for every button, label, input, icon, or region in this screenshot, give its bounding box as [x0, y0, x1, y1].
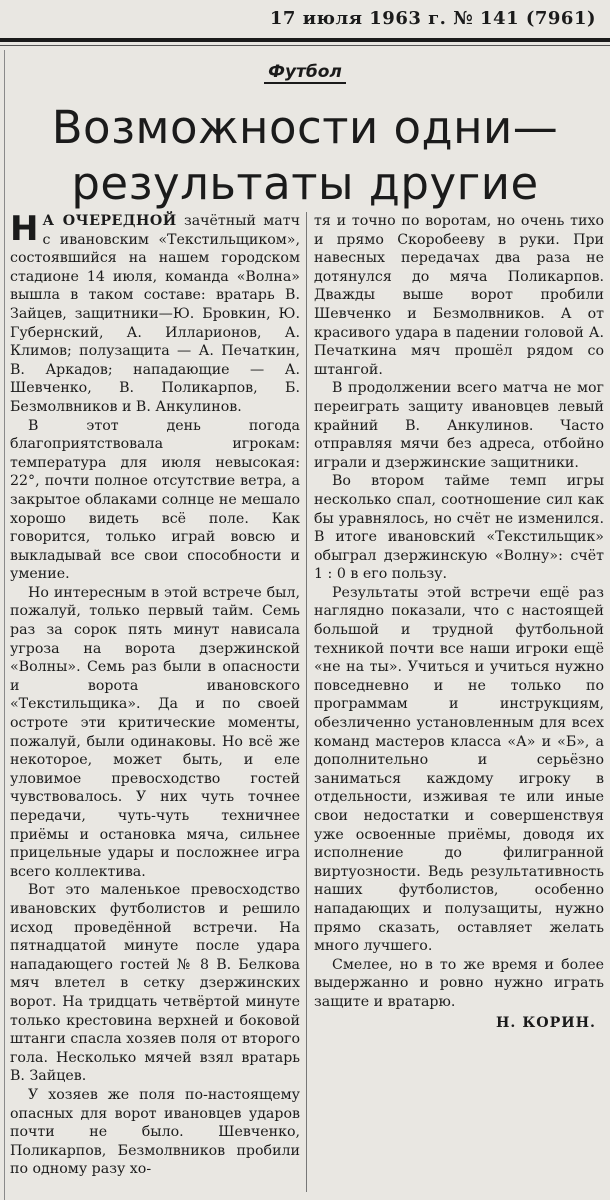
- header-rule-thin: [0, 45, 610, 46]
- author-signature: Н. КОРИН.: [496, 1014, 596, 1031]
- lead-paragraph: [10, 209, 300, 417]
- article-headline: [0, 100, 610, 212]
- rubric: [0, 62, 610, 82]
- paragraph: Во втором тайме темп игры несколько спал, соотношение сил как бы уравнялось, но счёт не изменился. В итоге ивановский «Текстильщик» обыграл дзержинскую «Волну»: счёт 1 : 0 в его пользу.: [314, 473, 604, 583]
- lead-word: А ОЧЕРЕДНОЙ: [42, 213, 177, 229]
- column-divider: [306, 212, 307, 1192]
- paragraph-continuation: тя и точно по воротам, но очень тихо и прямо Скоробееву в руки. При навесных передачах два раза не дотянулся до мяча Поликарпов. Дважды выше ворот пробили Шевченко и Безмолвников. А от красивого удара в падении головой А. Печаткина мяч прошёл рядом со штангой.: [314, 213, 604, 378]
- left-edge-rule: [4, 50, 5, 1200]
- article-column-right: [314, 212, 604, 1032]
- issue-dateline: 17 июля 1963 г. № 141 (7961): [269, 8, 596, 29]
- headline-line-2: результаты другие: [71, 157, 539, 210]
- rubric-label: Футбол: [264, 62, 346, 84]
- drop-cap: Н: [10, 209, 39, 249]
- lead-text: зачётный матч с ивановским «Текстильщиком», состоявшийся на нашем городском стадионе 14 июля, команда «Волна» вышла в таком составе: вратарь В. Зайцев, защитники—Ю. Бровкин, Ю. Губернский, А. Илларионов, А. Климов; полузащита — А. Печаткин, В. Аркадов; нападающие — А. Шевченко, В. Поликарпов, Б. Безмолвников и В. Анкулинов.: [10, 213, 300, 415]
- paragraph: В продолжении всего матча не мог переиграть защиту ивановцев левый крайний В. Анкулинов. Часто отправляя мячи без адреса, отбойно играли и дзержинские защитники.: [314, 380, 604, 471]
- paragraph: Вот это маленькое превосходство ивановских футболистов и решило исход проведённой встречи. На пятнадцатой минуте после удара нападающего гостей № 8 В. Белкова мяч влетел в сетку дзержинских ворот. На тридцать четвёртой минуте только крестовина верхней и боковой штанги спасла хозяев поля от второго гола. Несколько мячей взял вратарь В. Зайцев.: [10, 882, 300, 1085]
- article-column-left: [10, 209, 300, 1179]
- paragraph: Результаты этой встречи ещё раз наглядно показали, что с настоящей большой и трудной футбольной техникой почти все наши игроки ещё «не на ты». Учиться и учиться нужно повседневно и не только по программам и инструкциям, обезличенно установленным для всех команд мастеров класса «А» и «Б», а дополнительно и серьёзно заниматься каждому игроку в отдельности, изживая те или иные свои недостатки и совершенствуя уже освоенные приёмы, доводя их исполнение до филигранной виртуозности. Ведь результативность наших футболистов, особенно нападающих и полузащиты, нужно прямо сказать, оставляет желать много лучшего.: [314, 584, 604, 955]
- paragraph: У хозяев же поля по-настоящему опасных для ворот ивановцев ударов почти не было. Шевченко, Поликарпов, Безмолвников пробили по одному разу хо-: [10, 1086, 300, 1178]
- headline-line-1: Возможности одни—: [51, 101, 559, 154]
- paragraph: Смелее, но в то же время и более выдержанно и ровно нужно играть защите и вратарю.: [314, 956, 604, 1010]
- paragraph: В этот день погода благоприятствовала игрокам: температура для июля невысокая: 22°, почти полное отсутствие ветра, а закрытое облаками солнце не мешало хорошо видеть всё поле. Как говорится, только играй вовсю и выкладывай все свои способности и умение.: [10, 417, 300, 583]
- header-rule: [0, 38, 610, 42]
- paragraph: Но интересным в этой встрече был, пожалуй, только первый тайм. Семь раз за сорок пять минут нависала угроза на ворота дзержинской «Волны». Семь раз были в опасности и ворота ивановского «Текстильщика». Да и по своей остроте эти критические моменты, пожалуй, были одинаковы. Но всё же некоторое, может быть, и еле уловимое превосходство гостей чувствовалось. У них чуть точнее передачи, чуть-чуть техничнее приёмы и остановка мяча, сильнее прицельные удары и посложнее игра всего коллектива.: [10, 584, 300, 880]
